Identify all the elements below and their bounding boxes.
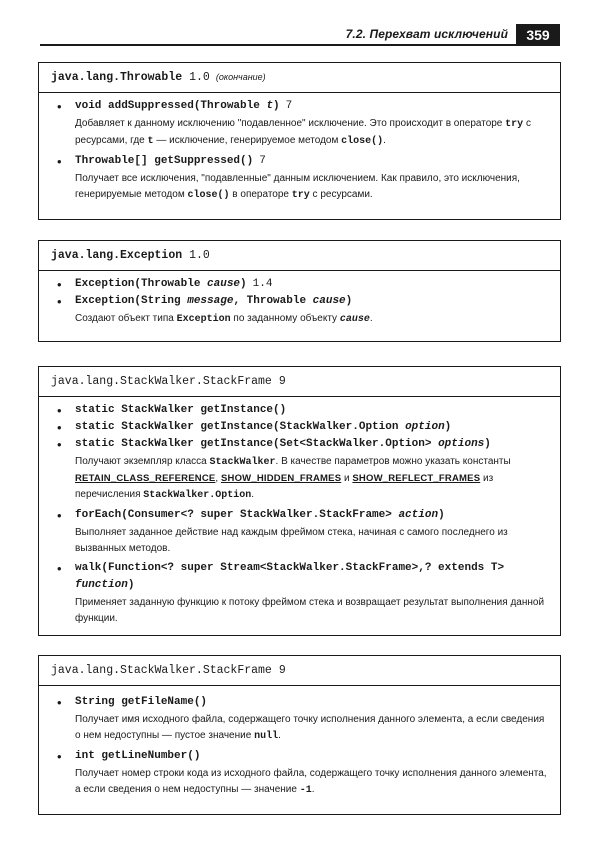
method-entry <box>51 276 548 293</box>
api-box-header <box>39 241 560 271</box>
method-entry <box>51 694 548 745</box>
bullet-icon: • <box>57 508 62 523</box>
api-box-header <box>39 656 560 686</box>
class-version: 9 <box>278 375 286 388</box>
method-signature: int getLineNumber() <box>75 750 201 762</box>
method-entry <box>51 436 548 504</box>
method-signature: forEach(Consumer<? super StackWalker.StackFrame> action) <box>75 509 445 521</box>
method-entry <box>51 560 548 627</box>
class-name: java.lang.StackWalker.StackFrame <box>51 664 272 677</box>
method-description: Получает все исключения, "подавленные" данным исключением. Как правило, это исключения, генерируемые методом close() в операторе try с ресурсами. <box>75 173 520 201</box>
bullet-icon: • <box>57 99 62 114</box>
method-entry <box>51 402 548 419</box>
api-box-header <box>39 367 560 397</box>
continuation-note: (окончание) <box>215 72 266 82</box>
method-description: Применяет заданную функцию к потоку фреймом стека и возвращает результат выполнения данной функции. <box>75 597 545 624</box>
method-signature: String getFileName() <box>75 696 208 708</box>
method-signature: Exception(String message, Throwable cause) <box>75 295 353 307</box>
bullet-icon: • <box>57 420 62 435</box>
method-description: Получают экземпляр класса StackWalker. В качестве параметров можно указать константы RETAIN_CLASS_REFERENCE, SHOW_HIDDEN_FRAMES и SHOW_REFLECT_FRAMES из перечисления StackWalker.Option. <box>75 456 511 501</box>
api-box-throwable <box>38 62 561 220</box>
bullet-icon: • <box>57 403 62 418</box>
bullet-icon: • <box>57 561 62 576</box>
bullet-icon: • <box>57 749 62 764</box>
bullet-icon: • <box>57 277 62 292</box>
method-signature: static StackWalker getInstance() <box>75 404 287 416</box>
bullet-icon: • <box>57 154 62 169</box>
bullet-icon: • <box>57 437 62 452</box>
running-header-title: 7.2. Перехват исключений <box>345 27 508 41</box>
api-box-exception <box>38 240 561 342</box>
class-name: java.lang.StackWalker.StackFrame <box>51 375 272 388</box>
method-entry <box>51 507 548 557</box>
method-signature: static StackWalker getInstance(StackWalker.Option option) <box>75 421 452 433</box>
method-signature: Throwable[] getSuppressed() 7 <box>75 155 266 167</box>
method-entry <box>51 153 548 204</box>
class-version: 9 <box>278 664 286 677</box>
method-description: Создают объект типа Exception по заданному объекту cause. <box>75 313 373 325</box>
bullet-icon: • <box>57 294 62 309</box>
running-header <box>40 24 560 46</box>
method-description: Получает номер строки кода из исходного файла, содержащего точку исполнения данного элемента, а если сведения о нем недоступны — значение -1. <box>75 768 547 796</box>
class-version: 1.0 <box>189 71 210 84</box>
page-number: 359 <box>516 24 560 46</box>
method-entry <box>51 293 548 328</box>
method-entry <box>51 748 548 799</box>
method-description: Получает имя исходного файла, содержащего точку исполнения данного элемента, а если сведения о нем недоступны — пустое значение null. <box>75 714 545 742</box>
method-signature: static StackWalker getInstance(Set<StackWalker.Option> options) <box>75 438 491 450</box>
bullet-icon: • <box>57 695 62 710</box>
api-box-stackframe-2 <box>38 655 561 815</box>
method-description: Добавляет к данному исключению "подавленное" исключение. Это происходит в операторе try с ресурсами, где t — исключение, генерируемое методом close(). <box>75 118 531 147</box>
class-name: java.lang.Exception <box>51 249 183 262</box>
method-entry <box>51 419 548 436</box>
api-box-stackframe <box>38 366 561 636</box>
class-name: java.lang.Throwable <box>51 71 183 84</box>
class-version: 1.0 <box>189 249 210 262</box>
method-signature: Exception(Throwable cause) 1.4 <box>75 278 273 290</box>
method-entry <box>51 98 548 150</box>
header-rule <box>40 44 560 46</box>
method-signature: void addSuppressed(Throwable t) 7 <box>75 100 293 112</box>
api-box-header <box>39 63 560 93</box>
method-signature: walk(Function<? super Stream<StackWalker.StackFrame>,? extends T> function) <box>75 562 505 591</box>
method-description: Выполняет заданное действие над каждым фреймом стека, начиная с самого последнего из вызванных методов. <box>75 527 508 554</box>
